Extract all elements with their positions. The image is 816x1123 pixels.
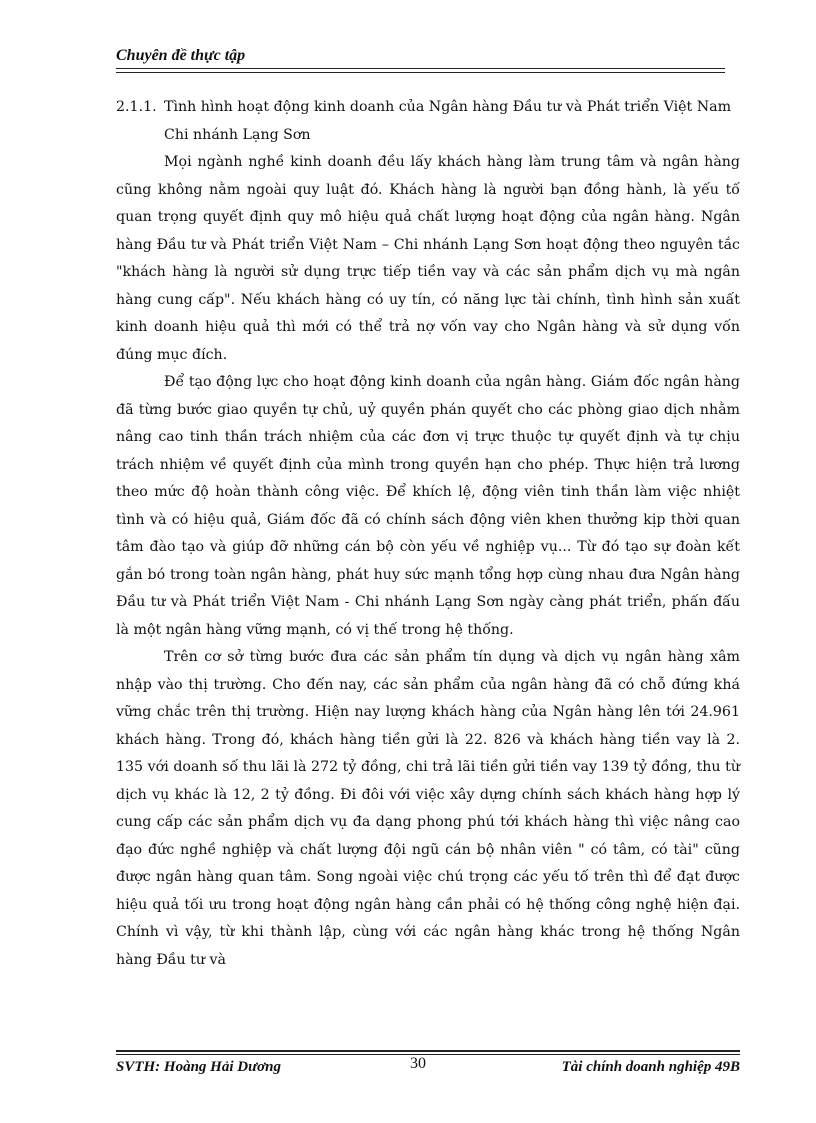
footer-rule-thick xyxy=(116,1050,740,1052)
paragraph-1: Mọi ngành nghề kinh doanh đều lấy khách hàng làm trung tâm và ngân hàng cũng không nằm ngoài quy luật đó. Khách hàng là người bạn đồng hành, là yếu tố quan trọng quyết định quy mô hiệu quả chất lượng hoạt động của ngân hàng. Ngân hàng Đầu tư và Phát triển Việt Nam – Chi nhánh Lạng Sơn hoạt động theo nguyên tắc "khách hàng là người sử dụng trực tiếp tiền vay và các sản phẩm dịch vụ mà ngân hàng cung cấp". Nếu khách hàng có uy tín, có năng lực tài chính, tình hình sản xuất kinh doanh hiệu quả thì mới có thể trả nợ vốn vay cho Ngân hàng và sử dụng vốn đúng mục đích. xyxy=(116,154,740,363)
header-title: Chuyên đề thực tập xyxy=(116,47,246,64)
page-header xyxy=(116,46,725,66)
section-title-line2: Chi nhánh Lạng Sơn xyxy=(164,126,311,143)
paragraph-3: Trên cơ sở từng bước đưa các sản phẩm tín dụng và dịch vụ ngân hàng xâm nhập vào thị trường. Cho đến nay, các sản phẩm của ngân hàng đã có chỗ đứng khá vững chắc trên thị trường. Hiện nay lượng khách hàng của Ngân hàng lên tới 24.961 khách hàng. Trong đó, khách hàng tiền gửi là 22. 826 và khách hàng tiền vay là 2. 135 với doanh số thu lãi là 272 tỷ đồng, chi trả lãi tiền gửi tiền vay 139 tỷ đồng, thu từ dịch vụ khác là 12, 2 tỷ đồng. Đi đôi với việc xây dựng chính sách khách hàng hợp lý cung cấp các sản phẩm dịch vụ đa dạng phong phú tới khách hàng thì việc nâng cao đạo đức nghề nghiệp và chất lượng đội ngũ cán bộ nhân viên " có tâm, có tài" cũng được ngân hàng quan tâm. Song ngoài việc chú trọng các yếu tố trên thì để đạt được hiệu quả tối ưu trong hoạt động ngân hàng cần phải có hệ thống công nghệ hiện đại. Chính vì vậy, từ khi thành lập, cùng với các ngân hàng khác trong hệ thống Ngân hàng Đầu tư và xyxy=(116,649,740,968)
footer-author: SVTH: Hoàng Hải Dương xyxy=(116,1059,281,1075)
page-footer xyxy=(116,1057,740,1079)
section-heading xyxy=(116,94,740,149)
paragraph-2: Để tạo động lực cho hoạt động kinh doanh của ngân hàng. Giám đốc ngân hàng đã từng bước giao quyền tự chủ, uỷ quyền phán quyết cho các phòng giao dịch nhằm nâng cao tinh thần trách nhiệm của các đơn vị trực thuộc tự quyết định và tự chịu trách nhiệm về quyết định của mình trong quyền hạn cho phép. Thực hiện trả lương theo mức độ hoàn thành công việc. Để khích lệ, động viên tinh thần làm việc nhiệt tình và có hiệu quả, Giám đốc đã có chính sách động viên khen thưởng kịp thời quan tâm đào tạo và giúp đỡ những cán bộ còn yếu về nghiệp vụ... Từ đó tạo sự đoàn kết gắn bó trong toàn ngân hàng, phát huy sức mạnh tổng hợp cùng nhau đưa Ngân hàng Đầu tư và Phát triển Việt Nam - Chi nhánh Lạng Sơn ngày càng phát triển, phấn đấu là một ngân hàng vững mạnh, có vị thế trong hệ thống. xyxy=(116,374,740,638)
page-number: 30 xyxy=(410,1055,426,1072)
page-body xyxy=(116,94,740,974)
header-rule xyxy=(116,68,725,73)
section-title-line1: Tình hình hoạt động kinh doanh của Ngân hàng Đầu tư và Phát triển Việt Nam xyxy=(164,99,732,115)
section-number: 2.1.1. xyxy=(116,99,157,115)
footer-rule-thin xyxy=(116,1054,740,1055)
footer-course: Tài chính doanh nghiệp 49B xyxy=(561,1059,740,1075)
